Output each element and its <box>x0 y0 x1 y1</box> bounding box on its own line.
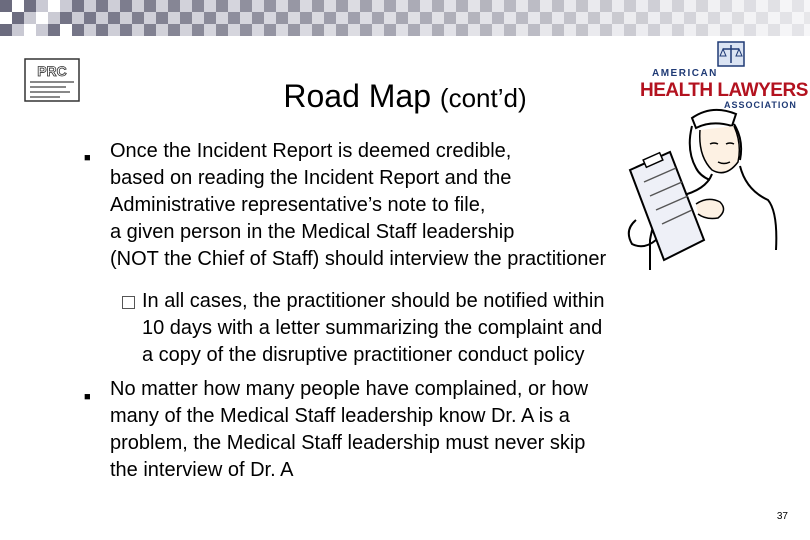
checker-square <box>468 0 480 12</box>
checker-square <box>276 24 288 36</box>
checker-square <box>756 12 768 24</box>
ahla-logo-line1: AMERICAN <box>652 68 718 79</box>
checker-square <box>396 12 408 24</box>
checker-square <box>156 12 168 24</box>
ahla-logo-line2: HEALTH LAWYERS <box>640 80 808 101</box>
checker-square <box>408 12 420 24</box>
checker-square <box>144 24 156 36</box>
checker-square <box>312 12 324 24</box>
checker-square <box>408 24 420 36</box>
checker-square <box>120 0 132 12</box>
checker-square <box>360 12 372 24</box>
checker-square <box>732 12 744 24</box>
checkered-header-decoration <box>0 0 810 36</box>
checker-square <box>228 0 240 12</box>
checker-square <box>468 24 480 36</box>
checker-square <box>84 12 96 24</box>
checker-square <box>36 24 48 36</box>
checker-square <box>192 0 204 12</box>
checker-square <box>288 0 300 12</box>
checker-square <box>600 0 612 12</box>
checker-square <box>780 0 792 12</box>
checker-square <box>612 24 624 36</box>
checker-square <box>360 24 372 36</box>
checker-square <box>756 0 768 12</box>
checker-square <box>48 24 60 36</box>
sub-bullet-1-text <box>142 288 605 369</box>
checker-square <box>552 24 564 36</box>
checker-square <box>684 0 696 12</box>
checker-square <box>708 0 720 12</box>
checker-square <box>0 24 12 36</box>
checker-square <box>684 24 696 36</box>
bullet-1-text <box>110 138 606 273</box>
checker-square <box>324 24 336 36</box>
checker-square <box>660 24 672 36</box>
checker-square <box>300 12 312 24</box>
checker-square <box>528 0 540 12</box>
bullet-square-icon: ■ <box>84 152 91 164</box>
checker-square <box>444 24 456 36</box>
checker-square <box>504 0 516 12</box>
checker-square <box>636 0 648 12</box>
checker-square <box>624 0 636 12</box>
prc-logo-text: PRC <box>37 63 67 79</box>
checker-square <box>456 12 468 24</box>
nurse-with-clipboard-illustration <box>600 100 780 270</box>
checker-square <box>456 0 468 12</box>
checker-square <box>180 0 192 12</box>
checker-square <box>732 24 744 36</box>
checker-square <box>696 0 708 12</box>
checker-square <box>552 0 564 12</box>
checker-square <box>768 24 780 36</box>
checker-square <box>540 24 552 36</box>
checker-square <box>612 0 624 12</box>
checker-square <box>252 0 264 12</box>
ahla-logo <box>640 40 808 110</box>
checker-square <box>384 12 396 24</box>
checker-square <box>792 24 804 36</box>
checker-square <box>576 0 588 12</box>
checker-square <box>36 0 48 12</box>
checker-square <box>228 24 240 36</box>
checker-square <box>36 12 48 24</box>
checker-square <box>768 0 780 12</box>
checker-square <box>672 12 684 24</box>
checker-square <box>420 0 432 12</box>
checker-square <box>108 0 120 12</box>
checker-square <box>12 0 24 12</box>
checker-square <box>492 0 504 12</box>
checker-square <box>804 24 810 36</box>
checker-square <box>24 24 36 36</box>
checker-square <box>144 12 156 24</box>
checker-square <box>756 24 768 36</box>
checker-square <box>420 24 432 36</box>
checker-square <box>516 0 528 12</box>
checker-square <box>600 12 612 24</box>
checker-square <box>432 12 444 24</box>
checker-square <box>660 12 672 24</box>
checker-square <box>276 0 288 12</box>
checker-square <box>528 24 540 36</box>
checker-square <box>204 12 216 24</box>
checker-square <box>348 0 360 12</box>
checker-square <box>276 12 288 24</box>
checker-square <box>648 24 660 36</box>
ahla-logo-line3: ASSOCIATION <box>724 100 797 110</box>
checker-square <box>72 24 84 36</box>
checker-square <box>708 12 720 24</box>
bullet-2-text <box>110 376 588 484</box>
checker-square <box>480 12 492 24</box>
checker-square <box>372 12 384 24</box>
checker-square <box>300 24 312 36</box>
checker-square <box>648 0 660 12</box>
checker-square <box>480 24 492 36</box>
checker-square <box>372 24 384 36</box>
checker-square <box>168 12 180 24</box>
checker-square <box>24 12 36 24</box>
checker-square <box>12 12 24 24</box>
checker-square <box>84 24 96 36</box>
checker-square <box>720 12 732 24</box>
bullet-2-line-3: problem, the Medical Staff leadership must never skip <box>110 432 586 454</box>
checker-square <box>588 0 600 12</box>
checker-square <box>432 0 444 12</box>
checker-square <box>540 0 552 12</box>
checker-square <box>240 24 252 36</box>
checker-square <box>216 24 228 36</box>
checker-square <box>624 12 636 24</box>
checker-square <box>792 12 804 24</box>
checker-square <box>0 12 12 24</box>
checker-square <box>384 0 396 12</box>
checker-square <box>240 12 252 24</box>
sub-bullet-line-1: In all cases, the practitioner should be notified within <box>142 290 605 312</box>
checker-square <box>12 24 24 36</box>
checker-square <box>132 12 144 24</box>
checker-square <box>480 0 492 12</box>
checker-square <box>420 12 432 24</box>
checker-square <box>336 24 348 36</box>
checker-square <box>264 12 276 24</box>
checker-square <box>96 12 108 24</box>
checker-square <box>348 12 360 24</box>
checker-square <box>120 24 132 36</box>
checker-square <box>228 12 240 24</box>
bullet-1-line-1: Once the Incident Report is deemed credible, <box>110 140 512 162</box>
checker-square <box>696 24 708 36</box>
slide-title-suffix: (cont’d) <box>439 83 527 113</box>
checker-square <box>780 24 792 36</box>
checker-square <box>588 12 600 24</box>
bullet-1-line-5: (NOT the Chief of Staff) should interview the practitioner <box>110 248 607 270</box>
checker-square <box>600 24 612 36</box>
checker-square <box>264 0 276 12</box>
checker-square <box>540 12 552 24</box>
checker-square <box>732 0 744 12</box>
checker-square <box>324 0 336 12</box>
checker-square <box>156 0 168 12</box>
checker-square <box>192 24 204 36</box>
checker-square <box>108 24 120 36</box>
checker-square <box>204 0 216 12</box>
checker-square <box>564 12 576 24</box>
sub-bullet-line-3: a copy of the disruptive practitioner conduct policy <box>142 344 585 366</box>
checker-square <box>216 12 228 24</box>
checker-square <box>156 24 168 36</box>
checker-square <box>204 24 216 36</box>
checker-square <box>24 0 36 12</box>
checker-square <box>468 12 480 24</box>
checker-square <box>492 12 504 24</box>
checker-square <box>192 12 204 24</box>
sub-bullet-line-2: 10 days with a letter summarizing the complaint and <box>142 317 603 339</box>
bullet-2-line-1: No matter how many people have complained, or how <box>110 378 589 400</box>
checker-square <box>84 0 96 12</box>
checker-square <box>432 24 444 36</box>
checker-square <box>780 12 792 24</box>
checker-square <box>768 12 780 24</box>
bullet-2-line-2: many of the Medical Staff leadership know Dr. A is a <box>110 405 570 427</box>
checker-square <box>744 0 756 12</box>
checker-square <box>300 0 312 12</box>
checker-square <box>372 0 384 12</box>
checker-square <box>552 12 564 24</box>
checker-square <box>504 12 516 24</box>
checker-square <box>288 12 300 24</box>
checker-square <box>516 24 528 36</box>
checker-square <box>744 12 756 24</box>
checker-square <box>636 12 648 24</box>
checker-square <box>360 0 372 12</box>
checker-square <box>72 0 84 12</box>
checker-square <box>252 12 264 24</box>
checker-square <box>396 0 408 12</box>
checker-square <box>180 24 192 36</box>
checker-square <box>180 12 192 24</box>
checker-square <box>48 12 60 24</box>
sub-bullet-checkbox-icon <box>122 296 135 309</box>
checker-square <box>324 12 336 24</box>
checker-square <box>564 24 576 36</box>
checker-square <box>804 0 810 12</box>
checker-square <box>144 0 156 12</box>
checker-square <box>264 24 276 36</box>
checker-square <box>672 24 684 36</box>
checker-square <box>408 0 420 12</box>
checker-square <box>348 24 360 36</box>
bullet-1-line-2: based on reading the Incident Report and the <box>110 167 512 189</box>
checker-square <box>168 0 180 12</box>
checker-square <box>240 0 252 12</box>
checker-square <box>252 24 264 36</box>
checker-square <box>60 12 72 24</box>
checker-square <box>588 24 600 36</box>
checker-square <box>288 24 300 36</box>
checker-square <box>516 12 528 24</box>
bullet-2-line-4: the interview of Dr. A <box>110 459 294 481</box>
checker-square <box>576 12 588 24</box>
checker-square <box>96 0 108 12</box>
bullet-1-line-4: a given person in the Medical Staff leadership <box>110 221 515 243</box>
checker-square <box>528 12 540 24</box>
checker-square <box>108 12 120 24</box>
checker-square <box>624 24 636 36</box>
checker-square <box>648 12 660 24</box>
bullet-square-icon: ■ <box>84 391 91 403</box>
checker-square <box>96 24 108 36</box>
checker-square <box>504 24 516 36</box>
checkered-pattern <box>0 0 810 36</box>
checker-square <box>216 0 228 12</box>
checker-square <box>564 0 576 12</box>
checker-square <box>132 0 144 12</box>
checker-square <box>336 0 348 12</box>
checker-square <box>672 0 684 12</box>
slide-title-main: Road Map <box>283 78 432 114</box>
checker-square <box>492 24 504 36</box>
bullet-1-line-3: Administrative representative’s note to file, <box>110 194 486 216</box>
checker-square <box>456 24 468 36</box>
checker-square <box>792 0 804 12</box>
checker-square <box>444 12 456 24</box>
checker-square <box>660 0 672 12</box>
checker-square <box>804 12 810 24</box>
checker-square <box>120 12 132 24</box>
caduceus-scale-icon <box>714 40 748 70</box>
checker-square <box>444 0 456 12</box>
checker-square <box>636 24 648 36</box>
checker-square <box>168 24 180 36</box>
checker-square <box>684 12 696 24</box>
checker-square <box>720 24 732 36</box>
checker-square <box>336 12 348 24</box>
checker-square <box>60 0 72 12</box>
checker-square <box>396 24 408 36</box>
checker-square <box>48 0 60 12</box>
checker-square <box>384 24 396 36</box>
checker-square <box>0 0 12 12</box>
checker-square <box>312 24 324 36</box>
page-number: 37 <box>776 511 788 522</box>
checker-square <box>696 12 708 24</box>
checker-square <box>576 24 588 36</box>
checker-square <box>72 12 84 24</box>
checker-square <box>132 24 144 36</box>
checker-square <box>708 24 720 36</box>
checker-square <box>720 0 732 12</box>
checker-square <box>612 12 624 24</box>
checker-square <box>60 24 72 36</box>
checker-square <box>744 24 756 36</box>
checker-square <box>312 0 324 12</box>
